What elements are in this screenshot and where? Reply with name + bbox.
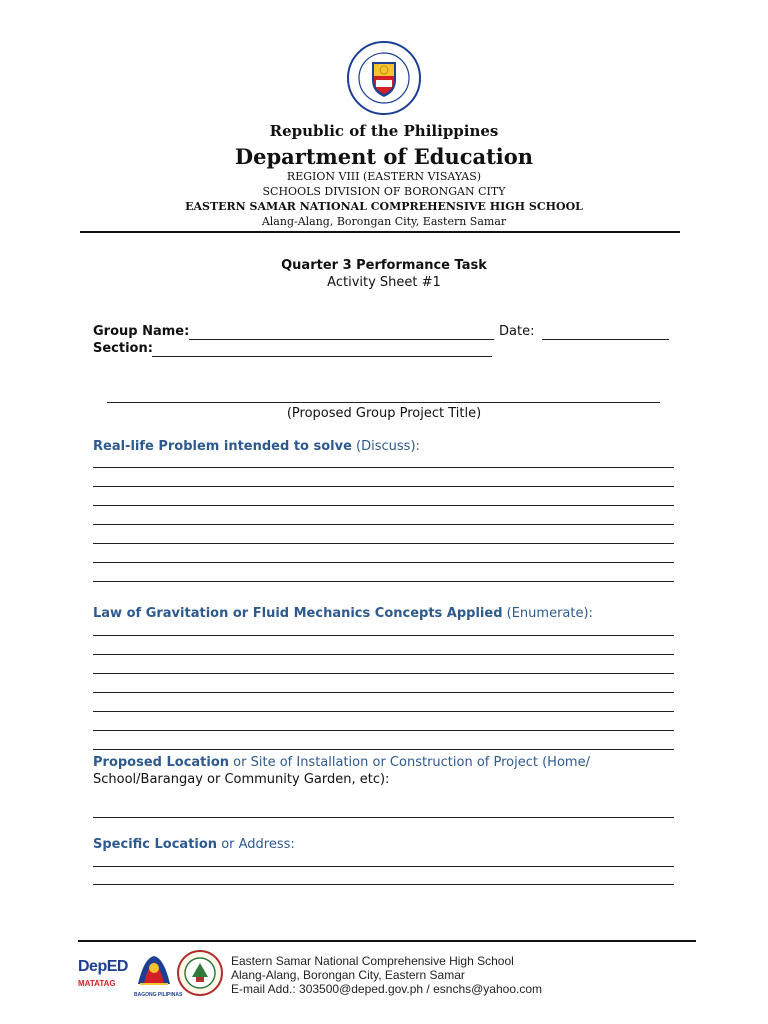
- q2-label-bold: Law of Gravitation or Fluid Mechanics Concepts Applied: [93, 606, 503, 621]
- footer-school: Eastern Samar National Comprehensive High School: [231, 954, 514, 968]
- q4-label-rest: or Address:: [217, 837, 295, 852]
- q1-answer-line[interactable]: [93, 486, 674, 487]
- q3-label-line2: School/Barangay or Community Garden, etc):: [93, 772, 390, 787]
- activity-title: Activity Sheet #1: [327, 275, 441, 290]
- q1-answer-line[interactable]: [93, 524, 674, 525]
- matatag-logo-text: MATATAG: [78, 979, 116, 988]
- deped-logo-text: DepED: [78, 958, 128, 975]
- project-title-caption: (Proposed Group Project Title): [286, 406, 482, 421]
- project-title-field[interactable]: [107, 402, 660, 403]
- group-name-label: Group Name:: [93, 324, 190, 339]
- q4-label-bold: Specific Location: [93, 837, 218, 852]
- q1-answer-line[interactable]: [93, 467, 674, 468]
- q3-answer-line[interactable]: [93, 817, 674, 818]
- q4-answer-line[interactable]: [93, 866, 674, 867]
- region-line: REGION VIII (EASTERN VISAYAS): [286, 170, 482, 183]
- q4-answer-line[interactable]: [93, 884, 674, 885]
- q1-label: [93, 439, 420, 454]
- date-label: Date:: [499, 324, 535, 339]
- group-name-field[interactable]: [189, 339, 494, 340]
- footer-address: Alang-Alang, Borongan City, Eastern Samar: [231, 968, 465, 982]
- q1-answer-line[interactable]: [93, 543, 674, 544]
- deped-matatag-logo: [78, 958, 126, 998]
- q4-label: [93, 837, 295, 852]
- bagong-pilipinas-logo: [134, 954, 183, 998]
- q2-answer-line[interactable]: [93, 749, 674, 750]
- q3-label-rest: or Site of Installation or Construction of Project (Home/: [229, 755, 590, 770]
- q2-answer-line[interactable]: [93, 730, 674, 731]
- q2-answer-line[interactable]: [93, 673, 674, 674]
- q2-label: [93, 606, 593, 621]
- republic-heading: Republic of the Philippines: [269, 122, 499, 140]
- school-line: EASTERN SAMAR NATIONAL COMPREHENSIVE HIGH SCHOOL: [185, 200, 583, 213]
- header-divider: [80, 231, 680, 233]
- school-seal: [176, 949, 224, 997]
- q2-answer-line[interactable]: [93, 711, 674, 712]
- q2-answer-line[interactable]: [93, 654, 674, 655]
- q2-label-rest: (Enumerate):: [502, 606, 593, 621]
- section-label: Section:: [93, 341, 153, 356]
- quarter-title: Quarter 3 Performance Task: [281, 258, 487, 273]
- q1-label-bold: Real-life Problem intended to solve: [93, 439, 352, 454]
- q2-answer-line[interactable]: [93, 692, 674, 693]
- q1-label-rest: (Discuss):: [351, 439, 420, 454]
- department-heading: Department of Education: [234, 144, 534, 169]
- q3-label-bold: Proposed Location: [93, 755, 230, 770]
- bagong-pilipinas-text: BAGONG PILIPINAS: [134, 992, 183, 998]
- q1-answer-line[interactable]: [93, 581, 674, 582]
- section-field[interactable]: [152, 356, 492, 357]
- q1-answer-line[interactable]: [93, 562, 674, 563]
- division-line: SCHOOLS DIVISION OF BORONGAN CITY: [262, 185, 506, 198]
- q1-answer-line[interactable]: [93, 505, 674, 506]
- q3-label: [93, 755, 590, 770]
- deped-seal: [346, 40, 422, 116]
- footer-divider: [78, 940, 696, 942]
- address-line: Alang-Alang, Borongan City, Eastern Samar: [261, 215, 507, 228]
- date-field[interactable]: [542, 339, 669, 340]
- q2-answer-line[interactable]: [93, 635, 674, 636]
- footer-email: E-mail Add.: 303500@deped.gov.ph / esnchs@yahoo.com: [231, 982, 542, 996]
